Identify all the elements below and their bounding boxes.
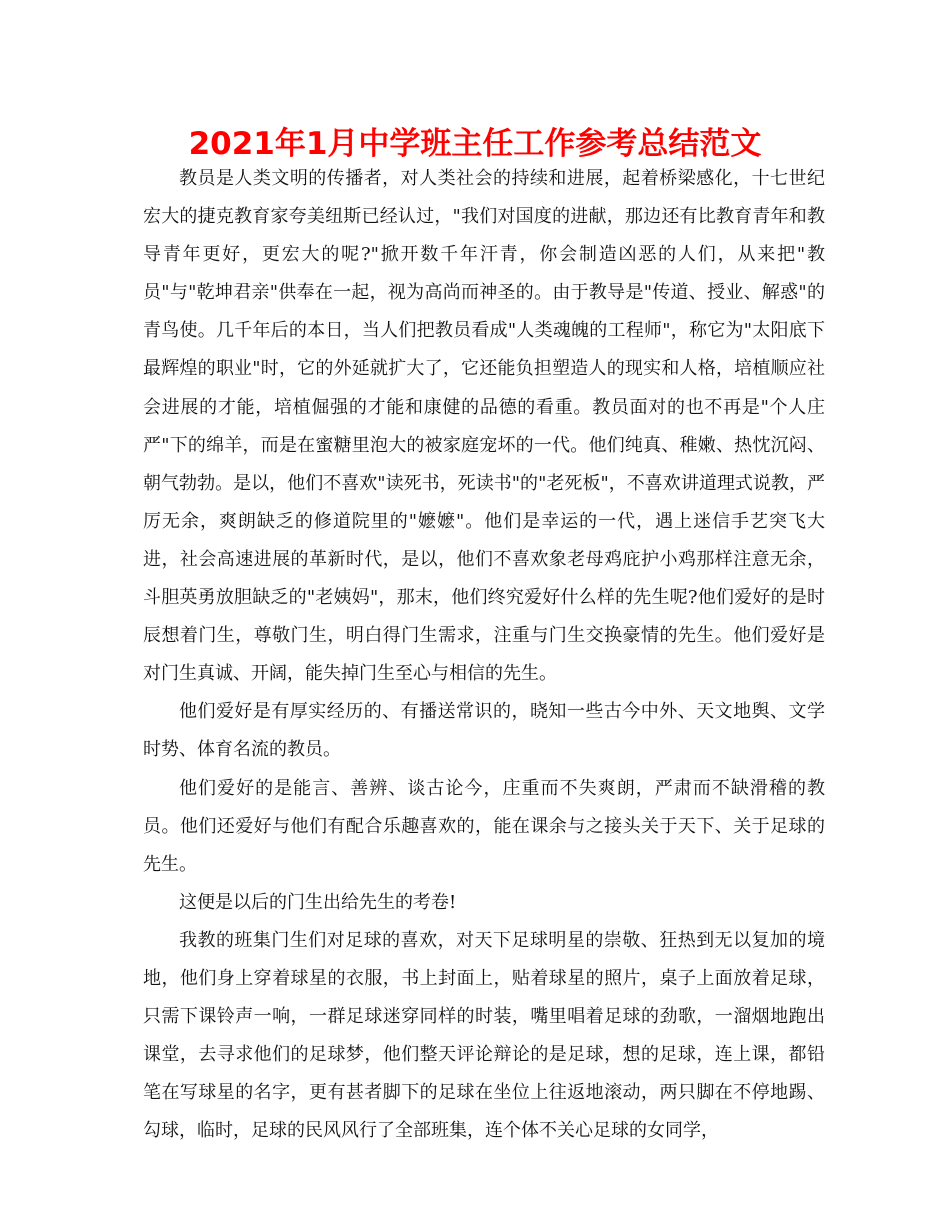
paragraph-1: 教员是人类文明的传播者，对人类社会的持续和进展，起着桥梁感化，十七世纪宏大的捷克教育家夸美纽斯已经认过，"我们对国度的进献，那边还有比教育青年和教导青年更好，更宏大的呢?"掀开数千年汗青，你会制造凶恶的人们，从来把"教员"与"乾坤君亲"供奉在一起，视为高尚而神圣的。由于教导是"传道、授业、解惑"的青鸟使。几千年后的本日，当人们把教员看成"人类魂魄的工程师"，称它为"太阳底下最辉煌的职业"时，它的外延就扩大了，它还能负担塑造人的现实和人格，培植顺应社会进展的才能，培植倔强的才能和康健的品德的看重。教员面对的也不再是"个人庄严"下的绵羊，而是在蜜糖里泡大的被家庭宠坏的一代。他们纯真、稚嫩、热忱沉闷、朝气勃勃。是以，他们不喜欢"读死书，死读书"的"老死板"，不喜欢讲道理式说教，严厉无余，爽朗缺乏的修道院里的"嬷嬷"。他们是幸运的一代，遇上迷信手艺突飞大进，社会高速进展的革新时代，是以，他们不喜欢象老母鸡庇护小鸡那样注意无余，斗胆英勇放胆缺乏的"老姨妈"，那末，他们终究爱好什么样的先生呢?他们爱好的是时辰想着门生，尊敬门生，明白得门生需求，注重与门生交换豪情的先生。他们爱好是对门生真诚、开阔，能失掉门生至心与相信的先生。 xyxy=(143,168,825,685)
document-body xyxy=(143,160,825,1150)
paragraph-4: 这便是以后的门生出给先生的考卷! xyxy=(179,891,457,913)
paragraph-5: 我教的班集门生们对足球的喜欢，对天下足球明星的崇敬、狂热到无以复加的境地，他们身上穿着球星的衣服，书上封面上，贴着球星的照片，桌子上面放着足球，只需下课铃声一响，一群足球迷穿同样的时装，嘴里唱着足球的劲歌，一溜烟地跑出课堂，去寻求他们的足球梦，他们整天评论辩论的是足球，想的足球，连上课，都铅笔在写球星的名字，更有甚者脚下的足球在坐位上往返地滚动，两只脚在不停地踢、勾球，临时，足球的民风风行了全部班集，连个体不关心足球的女同学， xyxy=(143,929,825,1142)
paragraph-2: 他们爱好是有厚实经历的、有播送常识的，晓知一些古今中外、天文地舆、文学时势、体育名流的教员。 xyxy=(143,701,825,761)
document-title: 2021年1月中学班主任工作参考总结范文 xyxy=(188,126,762,162)
paragraph-3: 他们爱好的是能言、善辨、谈古论今，庄重而不失爽朗，严肃而不缺滑稽的教员。他们还爱好与他们有配合乐趣喜欢的，能在课余与之接头关于天下、关于足球的先生。 xyxy=(143,777,825,875)
